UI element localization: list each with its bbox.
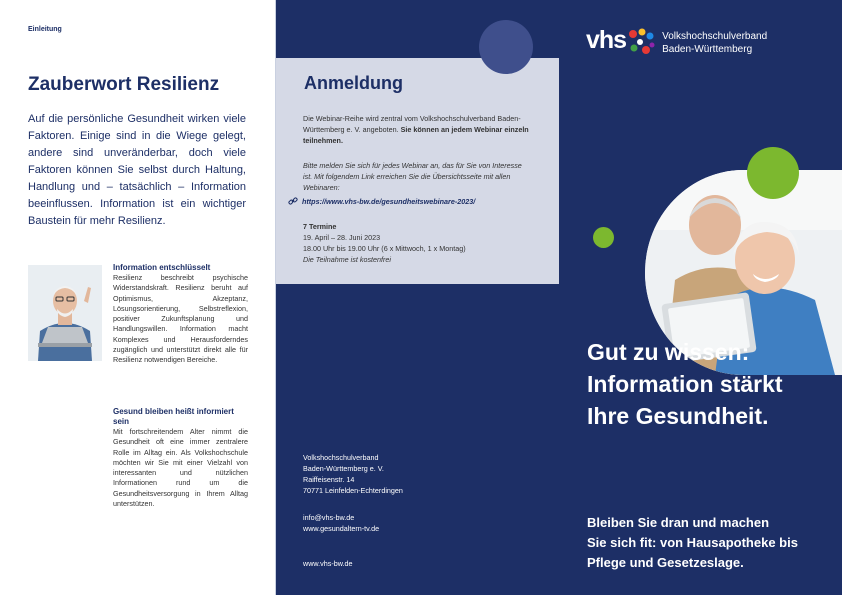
- registration-title: Anmeldung: [304, 73, 403, 93]
- man-laptop-photo: [28, 265, 102, 361]
- address-line: Raiffeisenstr. 14: [303, 475, 355, 484]
- registration-box: [276, 58, 559, 284]
- logo-word: vhs: [586, 26, 627, 54]
- subline: [587, 513, 837, 573]
- registration-text-normal: Die Webinar-Reihe wird zentral vom Volkshochschulverband Baden-Württemberg e. V. angeboten.: [303, 114, 521, 134]
- decor-circle-green-large: [747, 147, 799, 199]
- subline-line: Sie sich fit: von Hausapotheke bis: [587, 535, 798, 550]
- website-link[interactable]: www.gesundaltern-tv.de: [303, 524, 380, 533]
- logo-dots-icon: [626, 26, 656, 56]
- info-title: Gesund bleiben heißt informiert sein: [113, 407, 234, 426]
- schedule: [303, 221, 531, 265]
- registration-instructions: Bitte melden Sie sich für jedes Webinar an, das für Sie von Interesse ist. Mit folgendem Link erreichen Sie die Übersichtsseite mit allen Webinaren:: [303, 161, 522, 192]
- logo-name: [662, 26, 767, 56]
- decor-circle-green-small: [593, 227, 614, 248]
- fee-note: Die Teilnahme ist kostenfrei: [303, 255, 392, 264]
- headline-line: Ihre Gesundheit.: [587, 403, 769, 429]
- decor-circle-blue: [479, 20, 533, 74]
- registration-text-bold: Sie können an jedem Webinar einzeln teilnehmen.: [303, 125, 529, 145]
- webinar-link[interactable]: https://www.vhs-bw.de/gesundheitswebinare-2023/: [302, 196, 476, 206]
- left-panel: [0, 0, 276, 595]
- logo-name-line: Baden-Württemberg: [662, 44, 753, 55]
- headline-line: Information stärkt: [587, 371, 783, 397]
- email-link[interactable]: info@vhs-bw.de: [303, 513, 355, 522]
- registration-text: [303, 113, 531, 146]
- page-title: Zauberwort Resilienz: [28, 74, 220, 95]
- address-line: Volkshochschulverband: [303, 453, 379, 462]
- info-text: Resilienz beschreibt psychische Widerstandskraft. Resilienz beruht auf Optimismus, Akzeptanz, Lösungsorientierung, Selbstreflexion, positiver Zukunftsplanung und Handlungswillen. Information macht Komplexes und Herausforderndes zugänglich und unterstützt direkt alle für Resilienz notwendigen Bereiche.: [113, 273, 248, 365]
- info-text: Mit fortschreitendem Alter nimmt die Gesundheit oft eine immer zentralere Rolle im Alltag ein. Als Volkshochschule möchten wir Sie mit einer Vielzahl von interessanten und nützlichen Informationen rund um die Gesundheitsversorgung in Ihrem Alltag unterstützen.: [113, 427, 248, 509]
- logo-name-line: Volkshochschulverband: [662, 31, 768, 42]
- link-icon: [288, 196, 298, 206]
- address-line: 70771 Leinfelden-Echterdingen: [303, 486, 403, 495]
- vhs-website-link[interactable]: www.vhs-bw.de: [303, 559, 353, 568]
- address-line: Baden-Württemberg e. V.: [303, 464, 384, 473]
- terms-title: 7 Termine: [303, 222, 337, 231]
- info-title: Information entschlüsselt: [113, 263, 211, 272]
- contact-block: [303, 512, 379, 534]
- info-block-1: [113, 263, 248, 366]
- headline-line: Gut zu wissen:: [587, 339, 750, 365]
- logo-mark: [586, 26, 656, 56]
- headline: [587, 336, 837, 432]
- date-range: 19. April – 28. Juni 2023: [303, 233, 381, 242]
- address-block: [303, 452, 403, 496]
- vhs-logo: [586, 26, 767, 56]
- section-tag: Einleitung: [28, 26, 62, 33]
- time-info: 18.00 Uhr bis 19.00 Uhr (6 x Mittwoch, 1 x Montag): [303, 244, 466, 253]
- subline-line: Pflege und Gesetzeslage.: [587, 555, 744, 570]
- registration-link-row[interactable]: [288, 196, 475, 206]
- subline-line: Bleiben Sie dran und machen: [587, 515, 770, 530]
- intro-paragraph: Auf die persönliche Gesundheit wirken viele Faktoren. Einige sind in die Wiege gelegt, andere sind unveränderbar, doch viele Faktoren können Sie selbst durch Haltung, Handlung und – tatsächlich – Information beeinflussen. Information ist ein wichtiger Baustein für mehr Resilienz.: [28, 113, 246, 227]
- info-block-2: [113, 407, 248, 509]
